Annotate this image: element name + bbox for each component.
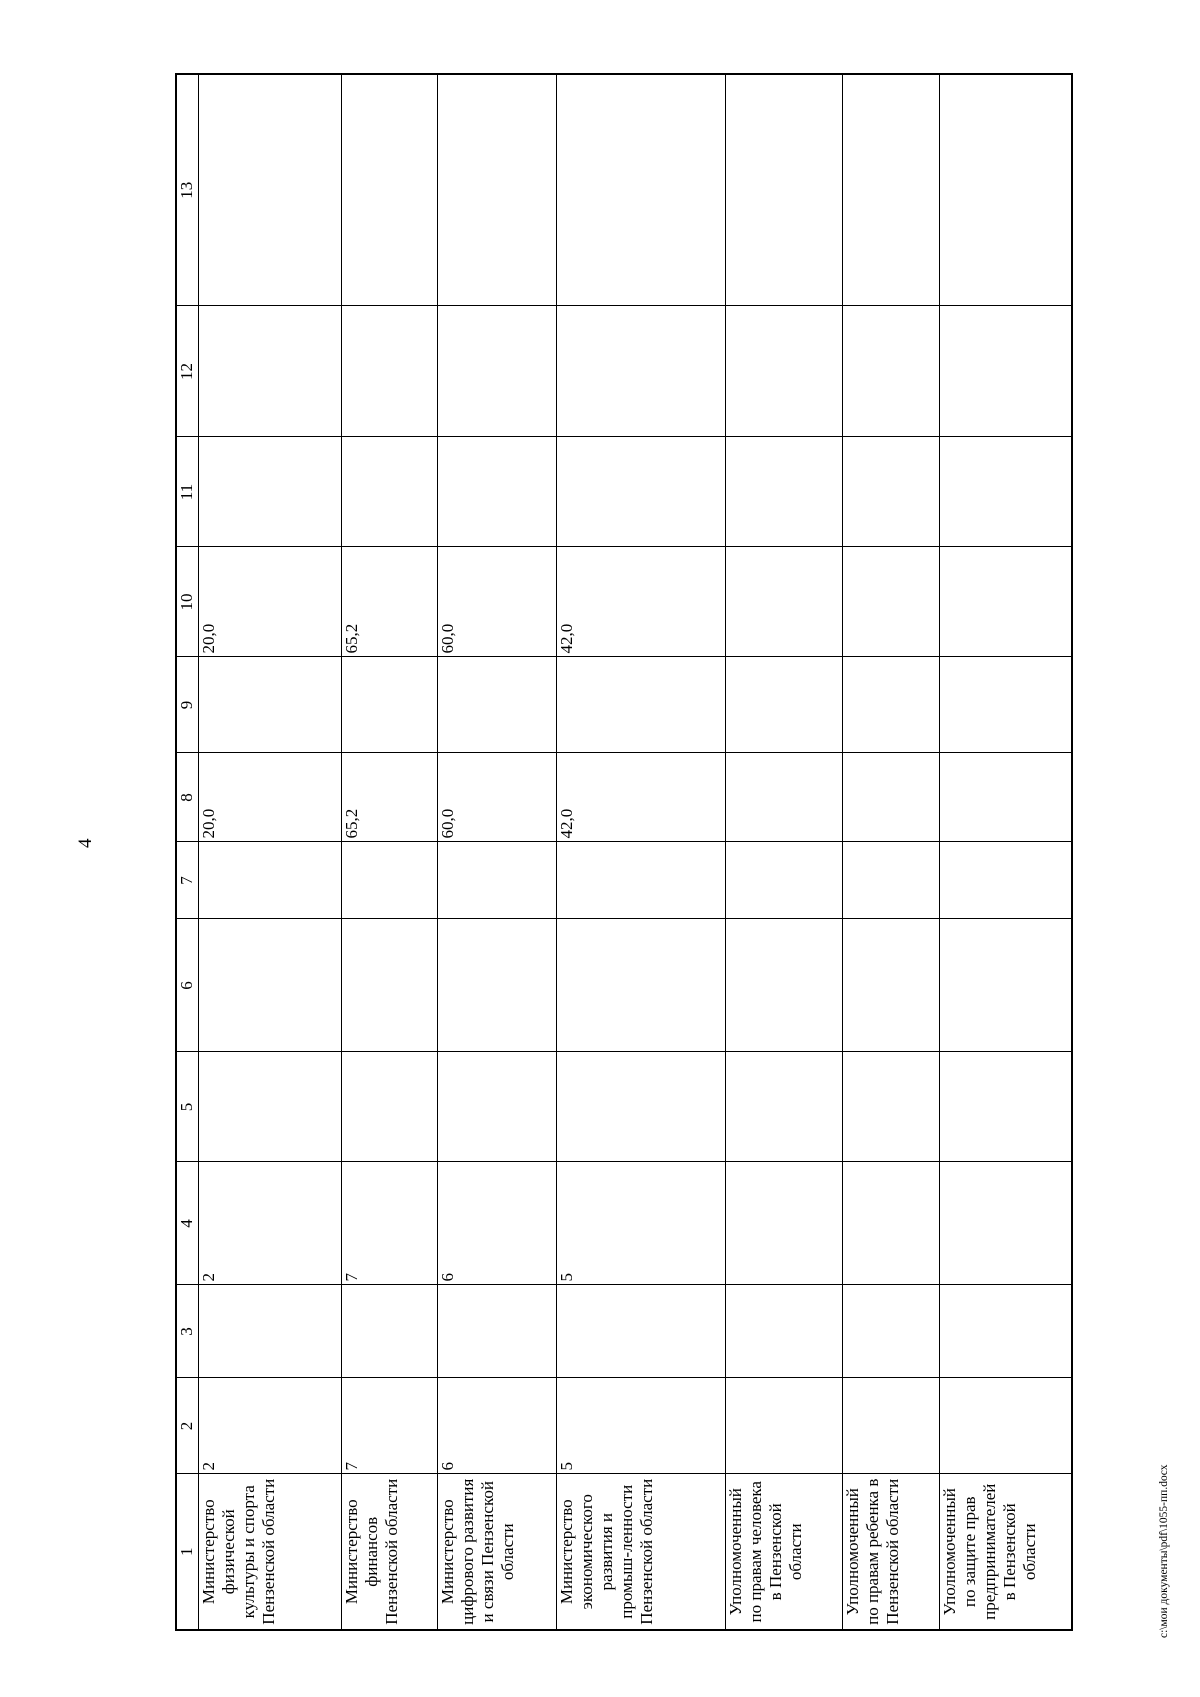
column-header: 8 xyxy=(176,753,199,842)
table-cell: 65,2 xyxy=(341,547,437,657)
table-cell xyxy=(341,1052,437,1162)
table-cell xyxy=(726,547,843,657)
table-cell xyxy=(940,842,1072,919)
table-cell xyxy=(843,919,940,1052)
organization-name-cell: Уполномоченный по защите прав предпринимателей в Пензенской области xyxy=(940,1474,1072,1630)
column-header: 5 xyxy=(176,1052,199,1162)
table-cell xyxy=(199,306,342,437)
column-header: 12 xyxy=(176,306,199,437)
table-cell xyxy=(341,919,437,1052)
table-cell: 60,0 xyxy=(438,547,557,657)
column-header: 3 xyxy=(176,1285,199,1378)
table-cell xyxy=(199,657,342,753)
table-cell xyxy=(341,657,437,753)
table-cell xyxy=(843,547,940,657)
table-cell xyxy=(438,1285,557,1378)
table-row xyxy=(199,74,342,1630)
table-cell: 5 xyxy=(557,1378,726,1474)
organization-name-cell: Уполномоченный по правам ребенка в Пензенской области xyxy=(843,1474,940,1630)
table-cell: 2 xyxy=(199,1378,342,1474)
table-cell xyxy=(557,306,726,437)
rotated-table-container xyxy=(175,75,1073,1631)
table-cell xyxy=(843,1378,940,1474)
table-cell xyxy=(199,437,342,547)
table-row xyxy=(940,74,1072,1630)
table-row xyxy=(843,74,940,1630)
table-cell xyxy=(940,753,1072,842)
table-cell: 65,2 xyxy=(341,753,437,842)
footer-file-path: c:\мои документы\pdf\1055-пп.docx xyxy=(1158,1464,1170,1638)
table-cell: 60,0 xyxy=(438,753,557,842)
table-cell xyxy=(438,306,557,437)
table-cell xyxy=(940,437,1072,547)
table-cell xyxy=(843,1052,940,1162)
table-cell: 6 xyxy=(438,1162,557,1285)
table-cell xyxy=(341,74,437,306)
table-cell xyxy=(438,657,557,753)
table-cell: 7 xyxy=(341,1162,437,1285)
column-header: 13 xyxy=(176,74,199,306)
table-cell xyxy=(940,1162,1072,1285)
table-cell xyxy=(726,753,843,842)
table-cell xyxy=(940,657,1072,753)
table-cell xyxy=(438,74,557,306)
data-table xyxy=(175,73,1073,1631)
table-row xyxy=(341,74,437,1630)
organization-name-cell: Министерство экономического развития и промыш-ленности Пензенской области xyxy=(557,1474,726,1630)
table-cell xyxy=(843,74,940,306)
table-cell xyxy=(438,919,557,1052)
table-cell xyxy=(726,842,843,919)
column-header: 10 xyxy=(176,547,199,657)
table-cell xyxy=(438,1052,557,1162)
table-cell xyxy=(843,753,940,842)
organization-name-cell: Уполномоченный по правам человека в Пензенской области xyxy=(726,1474,843,1630)
table-cell xyxy=(438,437,557,547)
table-cell xyxy=(557,437,726,547)
column-header: 9 xyxy=(176,657,199,753)
table-cell xyxy=(199,1052,342,1162)
table-cell: 2 xyxy=(199,1162,342,1285)
table-row xyxy=(726,74,843,1630)
organization-name-cell: Министерство физической культуры и спорта Пензенской области xyxy=(199,1474,342,1630)
table-cell xyxy=(199,842,342,919)
column-header: 4 xyxy=(176,1162,199,1285)
table-cell: 20,0 xyxy=(199,753,342,842)
table-cell xyxy=(940,74,1072,306)
table-cell xyxy=(726,437,843,547)
header-row xyxy=(176,74,199,1630)
table-cell: 7 xyxy=(341,1378,437,1474)
table-cell xyxy=(199,1285,342,1378)
table-cell xyxy=(726,1285,843,1378)
table-cell xyxy=(726,306,843,437)
table-cell: 6 xyxy=(438,1378,557,1474)
column-header: 1 xyxy=(176,1474,199,1630)
table-cell xyxy=(940,1378,1072,1474)
column-header: 7 xyxy=(176,842,199,919)
table-cell xyxy=(726,1162,843,1285)
table-cell xyxy=(843,306,940,437)
table-cell xyxy=(843,657,940,753)
column-header: 2 xyxy=(176,1378,199,1474)
table-cell xyxy=(843,1162,940,1285)
organization-name-cell: Министерство финансов Пензенской области xyxy=(341,1474,437,1630)
table-cell: 42,0 xyxy=(557,547,726,657)
table-cell xyxy=(341,437,437,547)
table-cell xyxy=(557,919,726,1052)
table-cell: 20,0 xyxy=(199,547,342,657)
column-header: 11 xyxy=(176,437,199,547)
table-cell xyxy=(726,1052,843,1162)
table-cell xyxy=(726,919,843,1052)
table-cell xyxy=(843,842,940,919)
table-cell: 5 xyxy=(557,1162,726,1285)
table-cell xyxy=(341,842,437,919)
column-header: 6 xyxy=(176,919,199,1052)
table-cell xyxy=(557,1052,726,1162)
table-cell xyxy=(843,437,940,547)
table-cell xyxy=(940,1052,1072,1162)
table-cell xyxy=(199,74,342,306)
table-cell xyxy=(726,1378,843,1474)
table-cell xyxy=(199,919,342,1052)
table-cell xyxy=(557,657,726,753)
table-cell xyxy=(557,74,726,306)
table-cell xyxy=(341,306,437,437)
table-row xyxy=(557,74,726,1630)
table-body xyxy=(199,74,1073,1630)
table-cell xyxy=(557,842,726,919)
table-cell xyxy=(940,306,1072,437)
organization-name-cell: Министерство цифрового развития и связи Пензенской области xyxy=(438,1474,557,1630)
table-cell xyxy=(341,1285,437,1378)
page-number: 4 xyxy=(75,838,96,848)
table-cell xyxy=(940,1285,1072,1378)
table-cell xyxy=(557,1285,726,1378)
table-cell xyxy=(940,547,1072,657)
table-cell xyxy=(940,919,1072,1052)
table-cell xyxy=(843,1285,940,1378)
table-cell xyxy=(438,842,557,919)
table-cell: 42,0 xyxy=(557,753,726,842)
table-cell xyxy=(726,74,843,306)
table-cell xyxy=(726,657,843,753)
table-row xyxy=(438,74,557,1630)
